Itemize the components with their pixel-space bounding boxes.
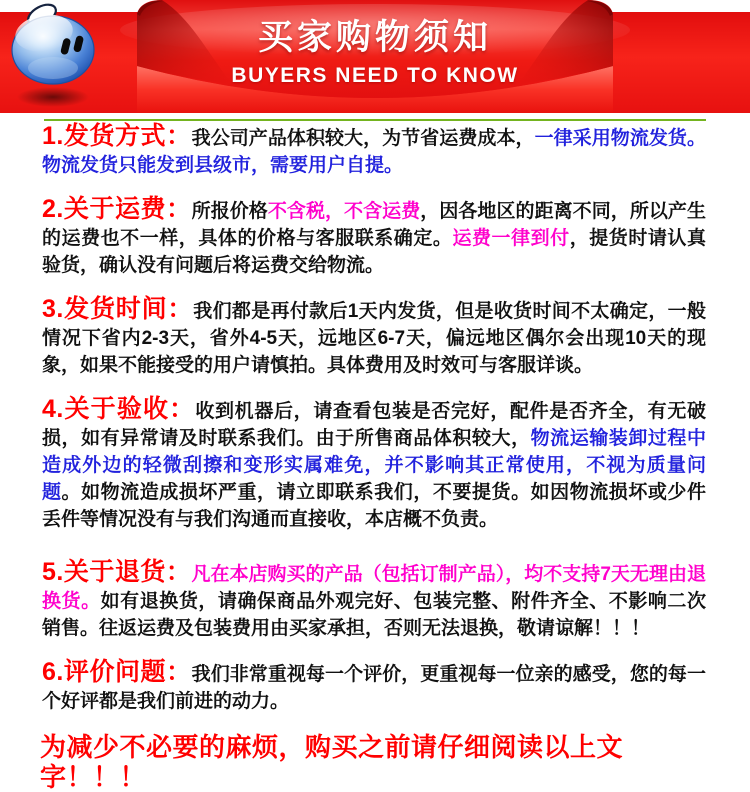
text-segment: 我公司产品体积较大，为节省运费成本， xyxy=(191,128,535,149)
text-segment: 。如物流造成损坏严重，请立即联系我们，不要提货。如因物流损坏或少件丢件等情况没有与我们沟通而直接收，本店概不负责。 xyxy=(42,482,706,530)
text-segment: 运费一律到付 xyxy=(452,228,570,249)
sections xyxy=(42,123,706,715)
banner-title: 买家购物须知 xyxy=(257,18,492,57)
section-heading: 2.关于运费： xyxy=(42,195,192,223)
section-heading: 1.发货方式： xyxy=(42,122,192,150)
section-heading: 3.发货时间： xyxy=(42,295,194,323)
text-segment: 我们非常重视每一个评价，更重视每一位亲的感受，您的每一个好评都是我们前进的动力。 xyxy=(42,664,706,712)
text-segment: 一律采用物流发货。物流发货只能发到县级市，需要用户自提。 xyxy=(42,128,706,176)
notice-section xyxy=(42,559,706,642)
footer-warning: 为减少不必要的麻烦，购买之前请仔细阅读以上文字！！！ xyxy=(40,732,624,792)
notice-section xyxy=(42,396,706,533)
green-divider xyxy=(44,119,706,121)
text-segment: 如有退换货，请确保商品外观完好、包装完整、附件齐全、不影响二次销售。往返运费及包装费用由买家承担，否则无法退换，敬请谅解！！！ xyxy=(42,591,706,639)
text-segment: 我们都是再付款后1天内发货，但是收货时间不太确定，一般情况下省内2-3天，省外4-5天，远地区6-7天，偏远地区偶尔会出现10天的现象，如果不能接受的用户请慎拍。具体费用及时效可与客服详谈。 xyxy=(42,301,706,376)
text-segment: 收到机器后，请查看包装是否完好，配件是否齐全，有无破损，如有异常请及时联系我们。由于所售商品体积较大， xyxy=(42,401,706,449)
text-segment: 凡在本店购买的产品（包括订制产品），均不支持7天无理由退换货。 xyxy=(42,564,706,612)
text-segment: 物流运输装卸过程中造成外边的轻微刮擦和变形实属难免，并不影响其正常使用，不视为质量问题 xyxy=(42,428,706,503)
notice-section xyxy=(42,659,706,715)
mascot-reflection xyxy=(17,87,89,107)
banner xyxy=(0,0,750,115)
section-heading: 6.评价问题： xyxy=(42,658,192,686)
banner-subtitle: BUYERS NEED TO KNOW xyxy=(231,64,519,87)
notice-section xyxy=(42,296,706,379)
text-segment: ，因各地区的距离不同，所以产生的运费也不一样，具体的价格与客服联系确定。 xyxy=(42,201,706,249)
notice-section xyxy=(42,196,706,279)
section-heading: 5.关于退货： xyxy=(42,558,192,586)
text-segment: ，提货时请认真验货，确认没有问题后将运费交给物流。 xyxy=(42,228,706,276)
text-segment: 所报价格 xyxy=(191,201,268,222)
text-segment: 不含税，不含运费 xyxy=(267,201,421,222)
section-heading: 4.关于验收： xyxy=(42,395,196,423)
notice-body xyxy=(0,119,750,792)
notice-section xyxy=(42,123,706,179)
